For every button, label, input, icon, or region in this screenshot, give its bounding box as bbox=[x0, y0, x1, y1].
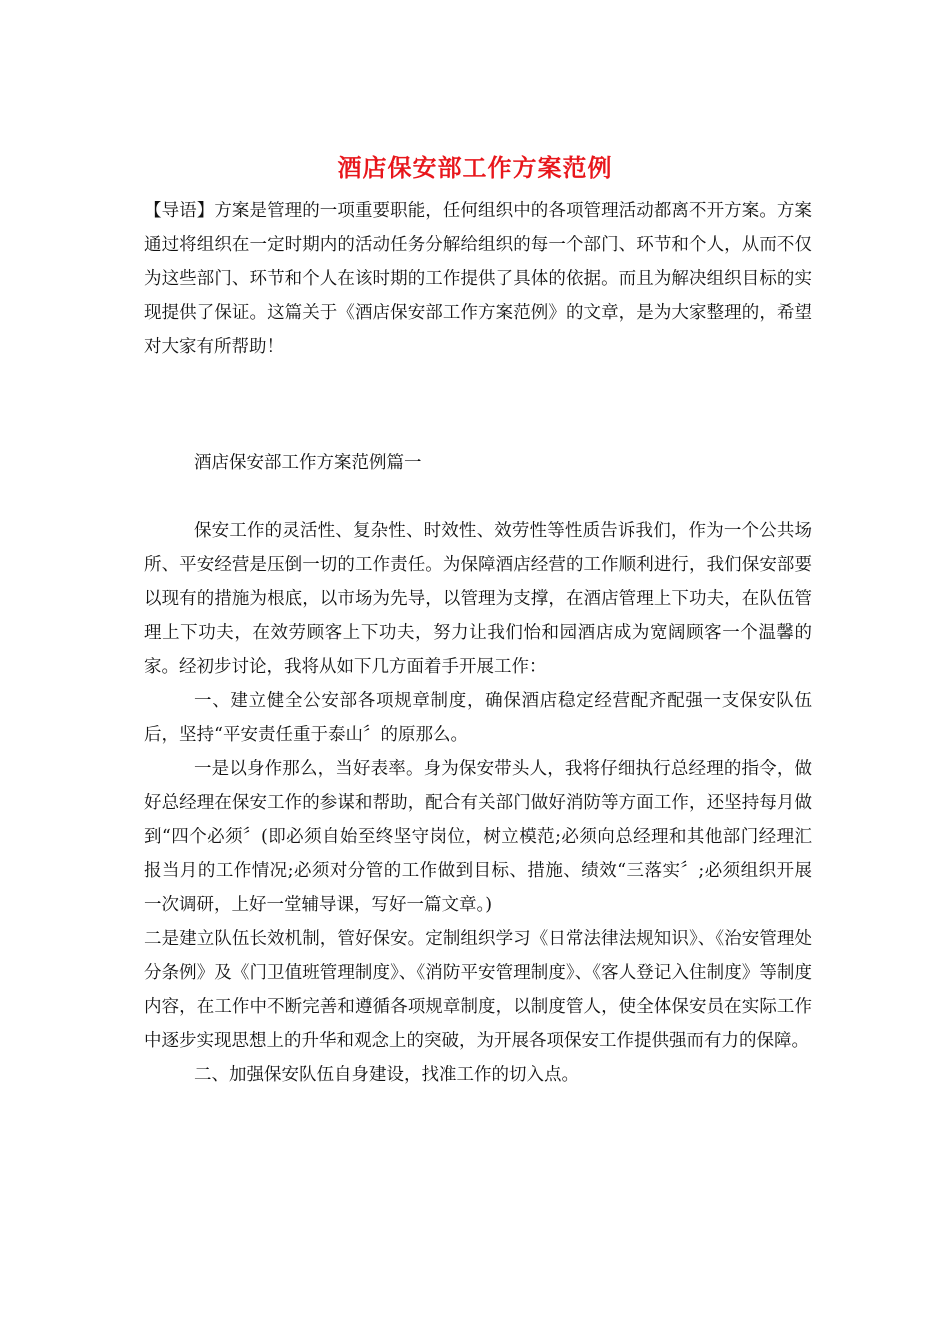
body-paragraph: 二是建立队伍长效机制，管好保安。定制组织学习《日常法律法规知识》、《治安管理处分条例》及《门卫值班管理制度》、《消防平安管理制度》、《客人登记入住制度》等制度内容，在工作中不断完善和遵循各项规章制度，以制度管人，使全体保安员在实际工作中逐步实现思想上的升华和观念上的突破，为开展各项保安工作提供强而有力的保障。 bbox=[144, 929, 812, 1051]
body-paragraph: 一、建立健全公安部各项规章制度，确保酒店稳定经营配齐配强一支保安队伍后，坚持“平安责任重于泰山〞的原那么。 bbox=[144, 691, 812, 745]
document-title: 酒店保安部工作方案范例 bbox=[337, 153, 613, 182]
body-paragraph: 保安工作的灵活性、复杂性、时效性、效劳性等性质告诉我们，作为一个公共场所、平安经营是压倒一切的工作责任。为保障酒店经营的工作顺利进行，我们保安部要以现有的措施为根底，以市场为先导，以管理为支撑，在酒店管理上下功夫，在队伍管理上下功夫，在效劳顾客上下功夫，努力让我们怡和园酒店成为宽阔顾客一个温馨的家。经初步讨论，我将从如下几方面着手开展工作： bbox=[144, 521, 812, 677]
body-paragraph: 二、加强保安队伍自身建设，找准工作的切入点。 bbox=[194, 1065, 579, 1085]
body-paragraph: 一是以身作那么，当好表率。身为保安带头人，我将仔细执行总经理的指令，做好总经理在保安工作的参谋和帮助，配合有关部门做好消防等方面工作，还坚持每月做到“四个必须〞(即必须自始至终坚守岗位，树立模范;必须向总经理和其他部门经理汇报当月的工作情况;必须对分管的工作做到目标、措施、绩效“三落实〞;必须组织开展一次调研，上好一堂辅导课，写好一篇文章。) bbox=[144, 759, 812, 915]
section-heading: 酒店保安部工作方案范例篇一 bbox=[194, 453, 422, 473]
intro-paragraph: 【导语】方案是管理的一项重要职能，任何组织中的各项管理活动都离不开方案。方案通过将组织在一定时期内的活动任务分解给组织的每一个部门、环节和个人，从而不仅为这些部门、环节和个人在该时期的工作提供了具体的依据。而且为解决组织目标的实现提供了保证。这篇关于《酒店保安部工作方案范例》的文章，是为大家整理的，希望对大家有所帮助！ bbox=[144, 201, 812, 357]
document-body bbox=[144, 514, 812, 1092]
